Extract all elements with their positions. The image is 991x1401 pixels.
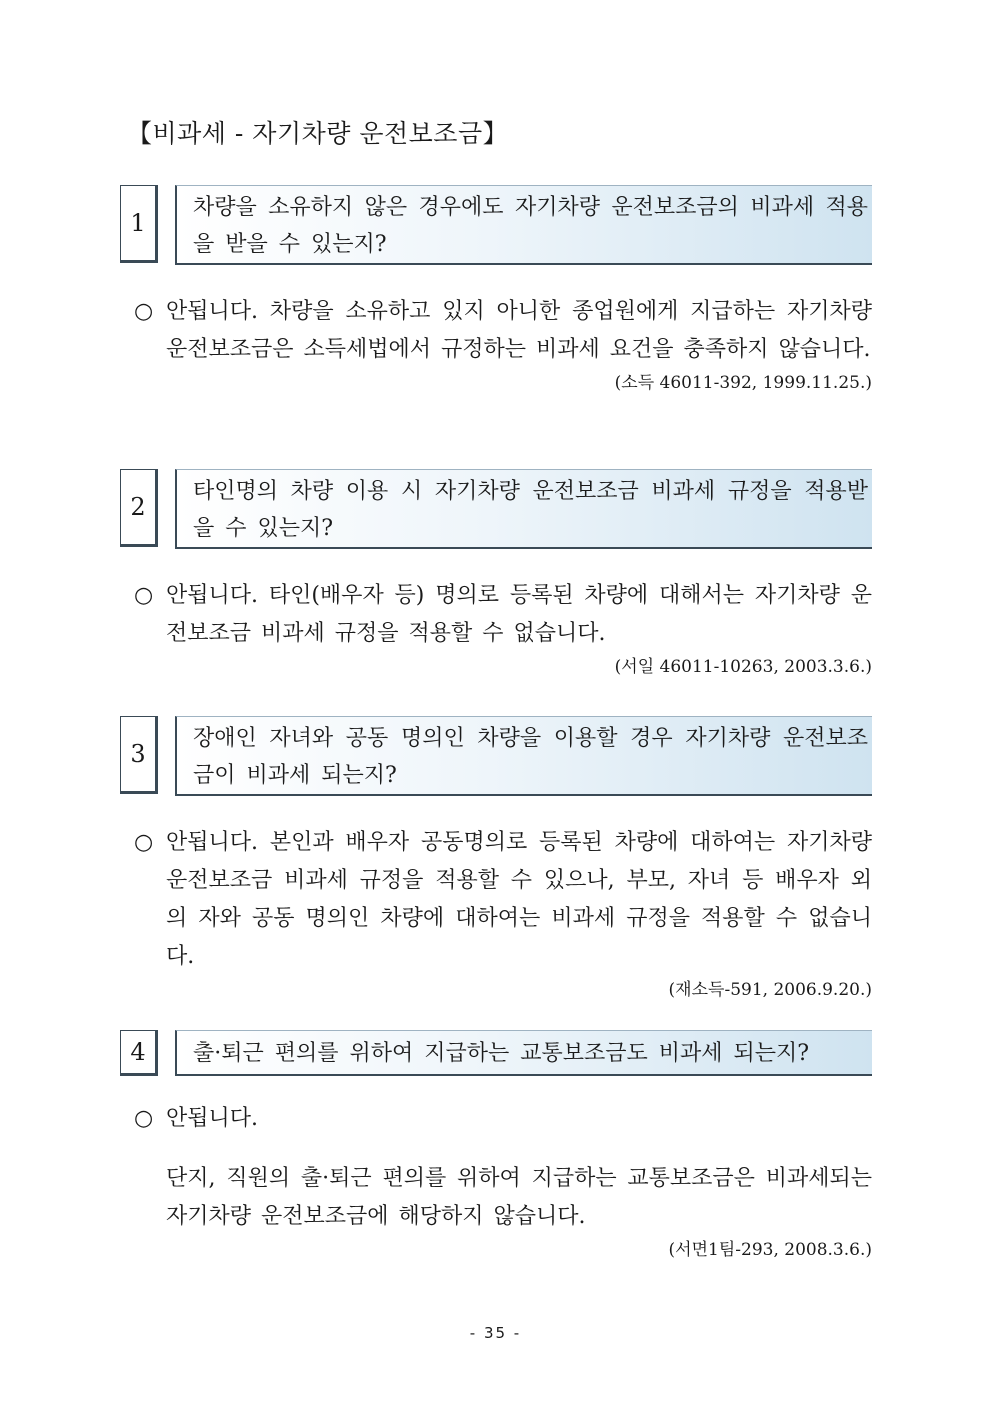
question-row — [120, 1030, 872, 1078]
qa-item-3 — [120, 716, 872, 1002]
answer-block — [120, 1100, 872, 1262]
question-text: 출·퇴근 편의를 위하여 지급하는 교통보조금도 비과세 되는지? — [175, 1030, 872, 1076]
question-text: 타인명의 차량 이용 시 자기차량 운전보조금 비과세 규정을 적용받을 수 있는지? — [175, 469, 872, 549]
question-number: 2 — [120, 469, 158, 547]
question-row — [120, 716, 872, 798]
question-text: 차량을 소유하지 않은 경우에도 자기차량 운전보조금의 비과세 적용을 받을 수 있는지? — [175, 185, 872, 265]
answer-extra-text: 단지, 직원의 출·퇴근 편의를 위하여 지급하는 교통보조금은 비과세되는 자기차량 운전보조금에 해당하지 않습니다. — [166, 1166, 872, 1229]
citation: (재소득-591, 2006.9.20.) — [668, 980, 872, 1000]
qa-item-1 — [120, 185, 872, 395]
answer-block — [120, 577, 872, 679]
circle-bullet-icon: ○ — [134, 583, 154, 608]
citation: (서일 46011-10263, 2003.3.6.) — [614, 657, 872, 677]
section-title: 【비과세 - 자기차량 운전보조금】 — [127, 119, 509, 148]
circle-bullet-icon: ○ — [134, 1106, 154, 1131]
citation: (소득 46011-392, 1999.11.25.) — [614, 373, 872, 393]
question-number: 1 — [120, 185, 158, 263]
answer-text: 안됩니다. — [166, 1106, 259, 1131]
page-number: - 35 - — [469, 1324, 522, 1342]
qa-item-2 — [120, 469, 872, 679]
question-number: 3 — [120, 716, 158, 794]
question-row — [120, 469, 872, 551]
circle-bullet-icon: ○ — [134, 830, 154, 855]
answer-text: 안됩니다. 타인(배우자 등) 명의로 등록된 차량에 대해서는 자기차량 운전보조금 비과세 규정을 적용할 수 없습니다. — [166, 583, 872, 646]
answer-block — [120, 824, 872, 1002]
question-row — [120, 185, 872, 267]
circle-bullet-icon: ○ — [134, 299, 154, 324]
question-number: 4 — [120, 1030, 158, 1076]
answer-text: 안됩니다. 본인과 배우자 공동명의로 등록된 차량에 대하여는 자기차량운전보조금 비과세 규정을 적용할 수 있으나, 부모, 자녀 등 배우자 외의 자와 공동 명의인 차량에 대하여는 비과세 규정을 적용할 수 없습니다. — [166, 830, 872, 969]
answer-text: 안됩니다. 차량을 소유하고 있지 아니한 종업원에게 지급하는 자기차량운전보조금은 소득세법에서 규정하는 비과세 요건을 충족하지 않습니다. — [166, 299, 872, 362]
citation: (서면1팀-293, 2008.3.6.) — [668, 1240, 872, 1260]
answer-block — [120, 293, 872, 395]
question-text: 장애인 자녀와 공동 명의인 차량을 이용할 경우 자기차량 운전보조금이 비과세 되는지? — [175, 716, 872, 796]
qa-item-4 — [120, 1030, 872, 1262]
